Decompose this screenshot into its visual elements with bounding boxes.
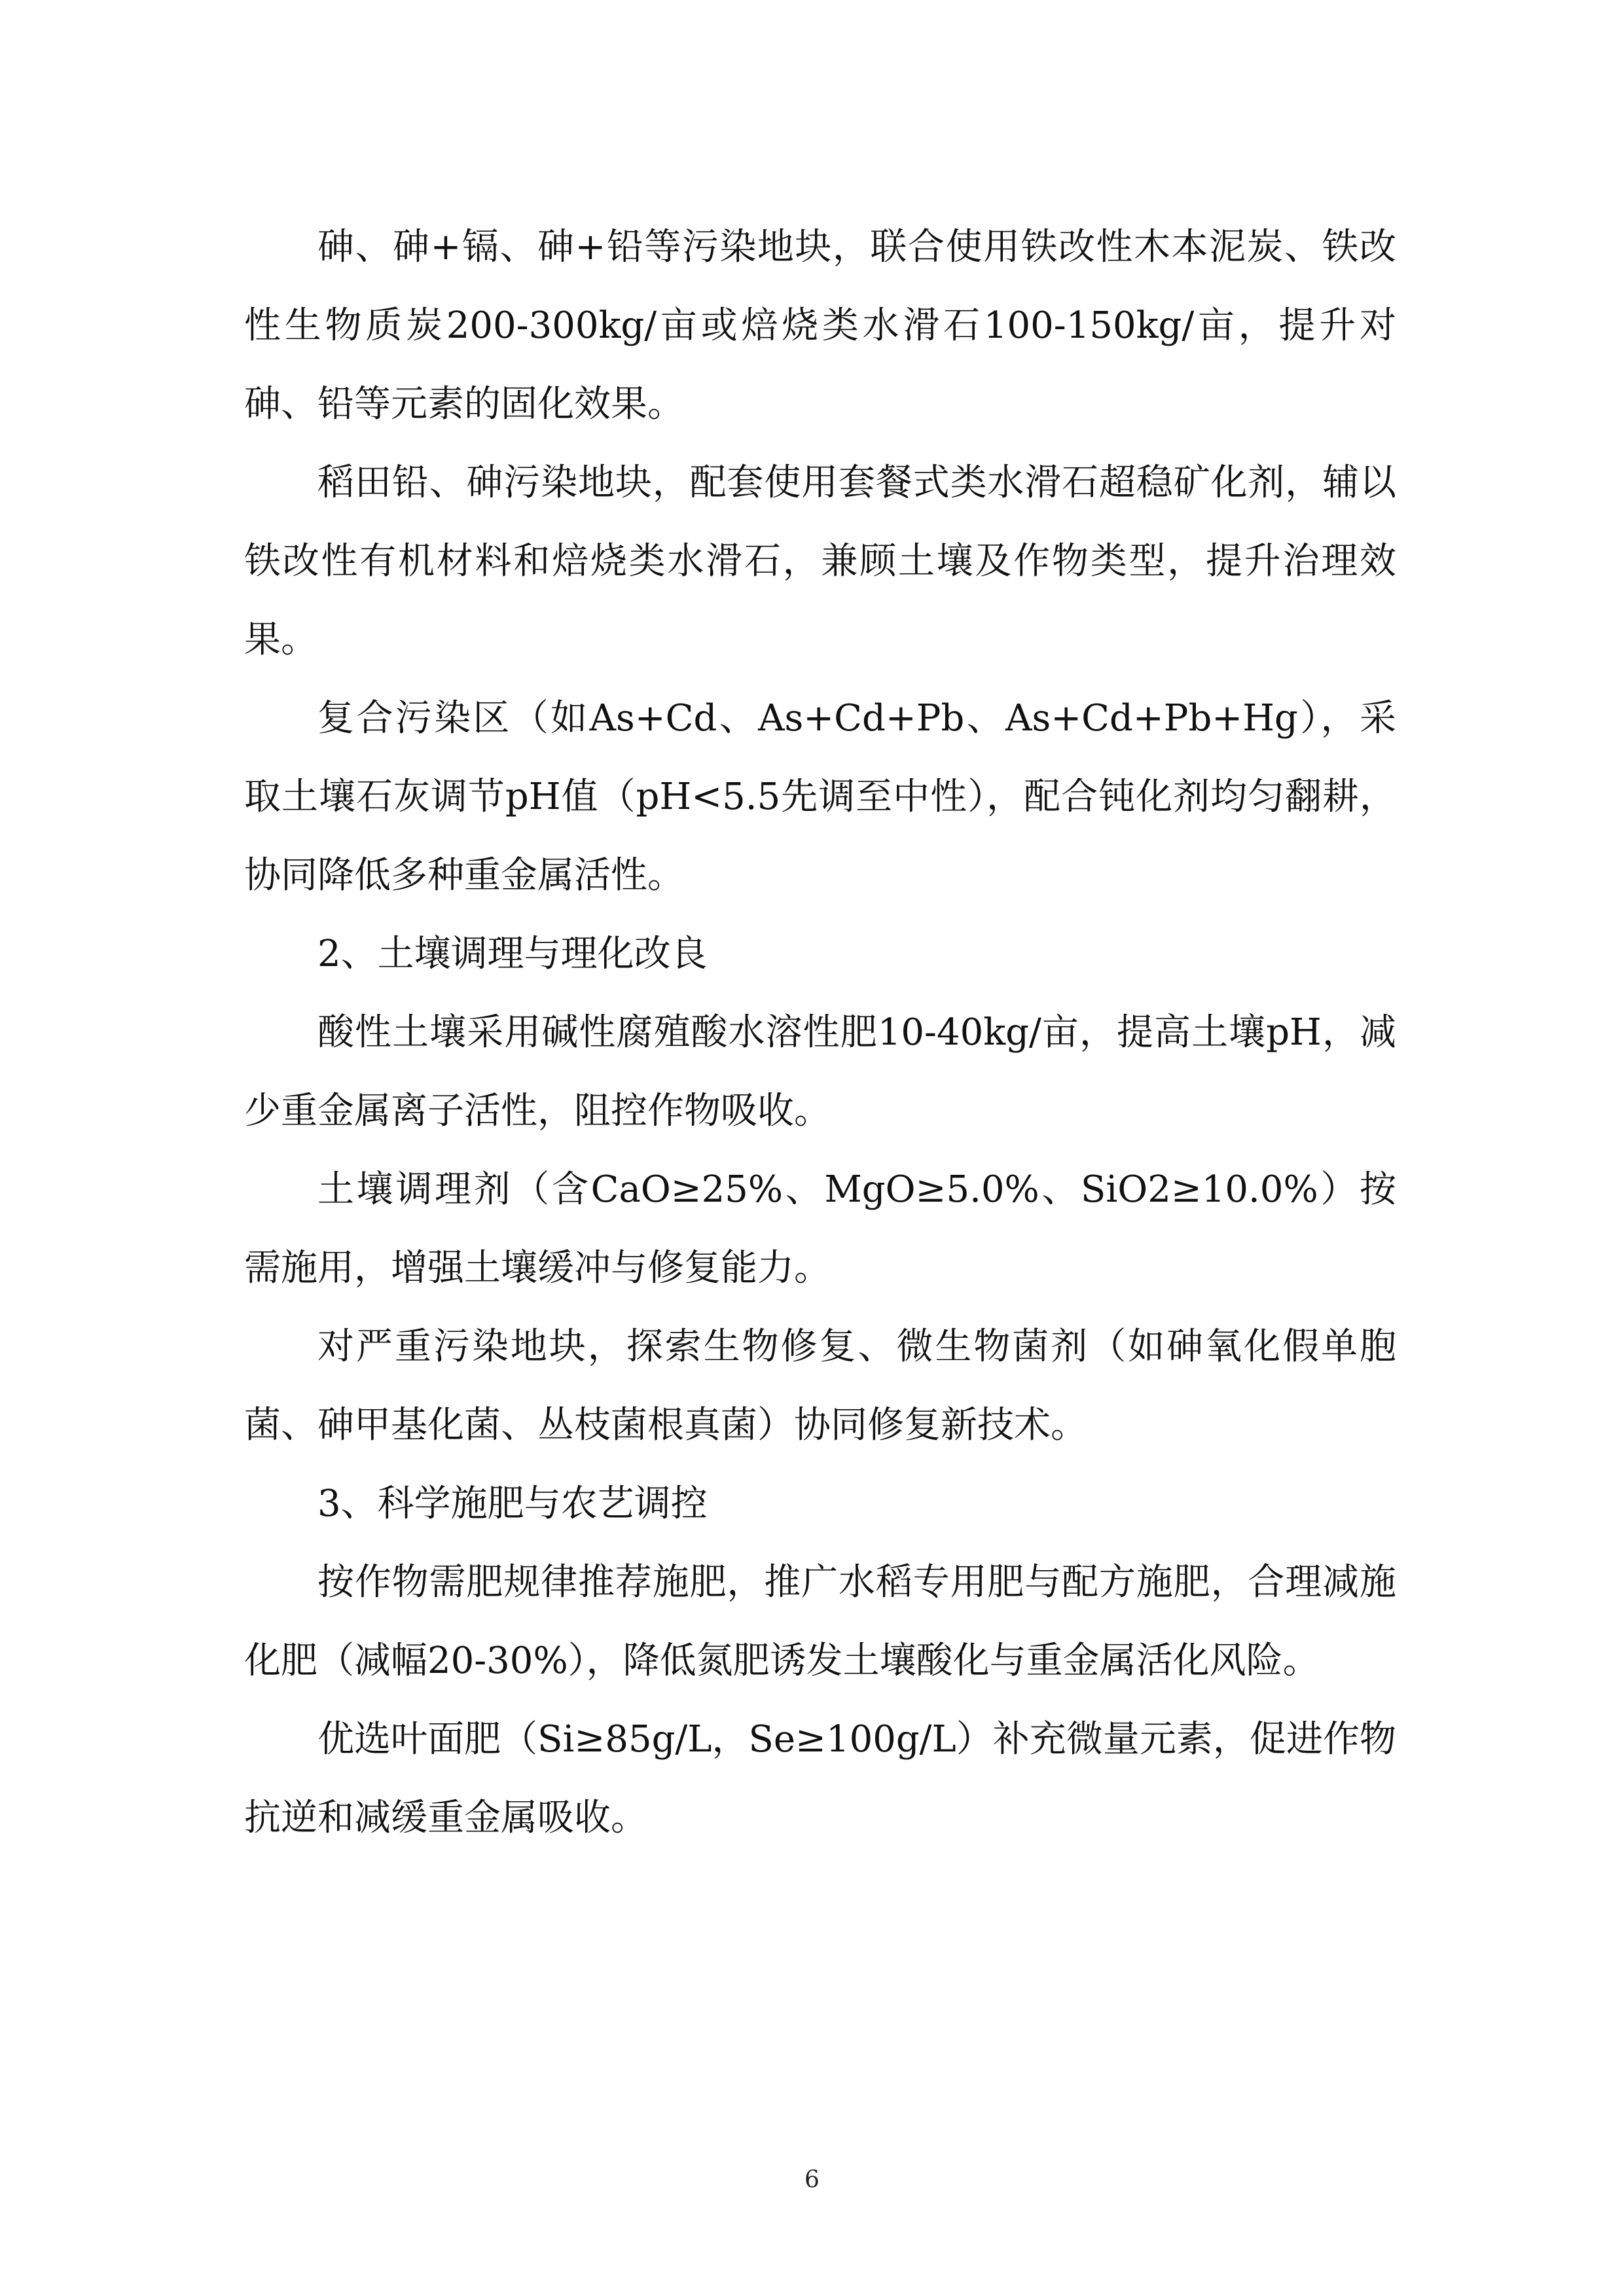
section-heading-soil-conditioning: 2、土壤调理与理化改良 [317, 933, 708, 975]
paragraph-paddy-lead-arsenic: 稻田铅、砷污染地块，配套使用套餐式类水滑石超稳矿化剂，辅以铁改性有机材料和焙烧类水滑石，兼顾土壤及作物类型，提升治理效果。 [244, 461, 1396, 661]
paragraph-foliar-fertilizer: 优选叶面肥（Si≥85g/L，Se≥100g/L）补充微量元素，促进作物抗逆和减缓重金属吸收。 [244, 1718, 1396, 1839]
paragraph-arsenic-composite-remediation: 砷、砷+镉、砷+铅等污染地块，联合使用铁改性木本泥炭、铁改性生物质炭200-300kg/亩或焙烧类水滑石100-150kg/亩，提升对砷、铅等元素的固化效果。 [244, 226, 1396, 425]
page-number: 6 [804, 2166, 820, 2193]
paragraph-soil-conditioner: 土壤调理剂（含CaO≥25%、MgO≥5.0%、SiO2≥10.0%）按需施用，增强土壤缓冲与修复能力。 [244, 1168, 1396, 1289]
paragraph-fertilizer-recommendation: 按作物需肥规律推荐施肥，推广水稻专用肥与配方施肥，合理减施化肥（减幅20-30%），降低氮肥诱发土壤酸化与重金属活化风险。 [244, 1561, 1396, 1682]
section-heading-fertilization: 3、科学施肥与农艺调控 [317, 1482, 708, 1525]
paragraph-acidic-soil: 酸性土壤采用碱性腐殖酸水溶性肥10-40kg/亩，提高土壤pH，减少重金属离子活性，阻控作物吸收。 [244, 1011, 1396, 1132]
paragraph-bioremediation: 对严重污染地块，探索生物修复、微生物菌剂（如砷氧化假单胞菌、砷甲基化菌、丛枝菌根真菌）协同修复新技术。 [244, 1325, 1396, 1446]
body-text [244, 208, 1396, 1857]
paragraph-compound-pollution: 复合污染区（如As+Cd、As+Cd+Pb、As+Cd+Pb+Hg），采取土壤石灰调节pH值（pH<5.5先调至中性），配合钝化剂均匀翻耕，协同降低多种重金属活性。 [244, 697, 1396, 897]
